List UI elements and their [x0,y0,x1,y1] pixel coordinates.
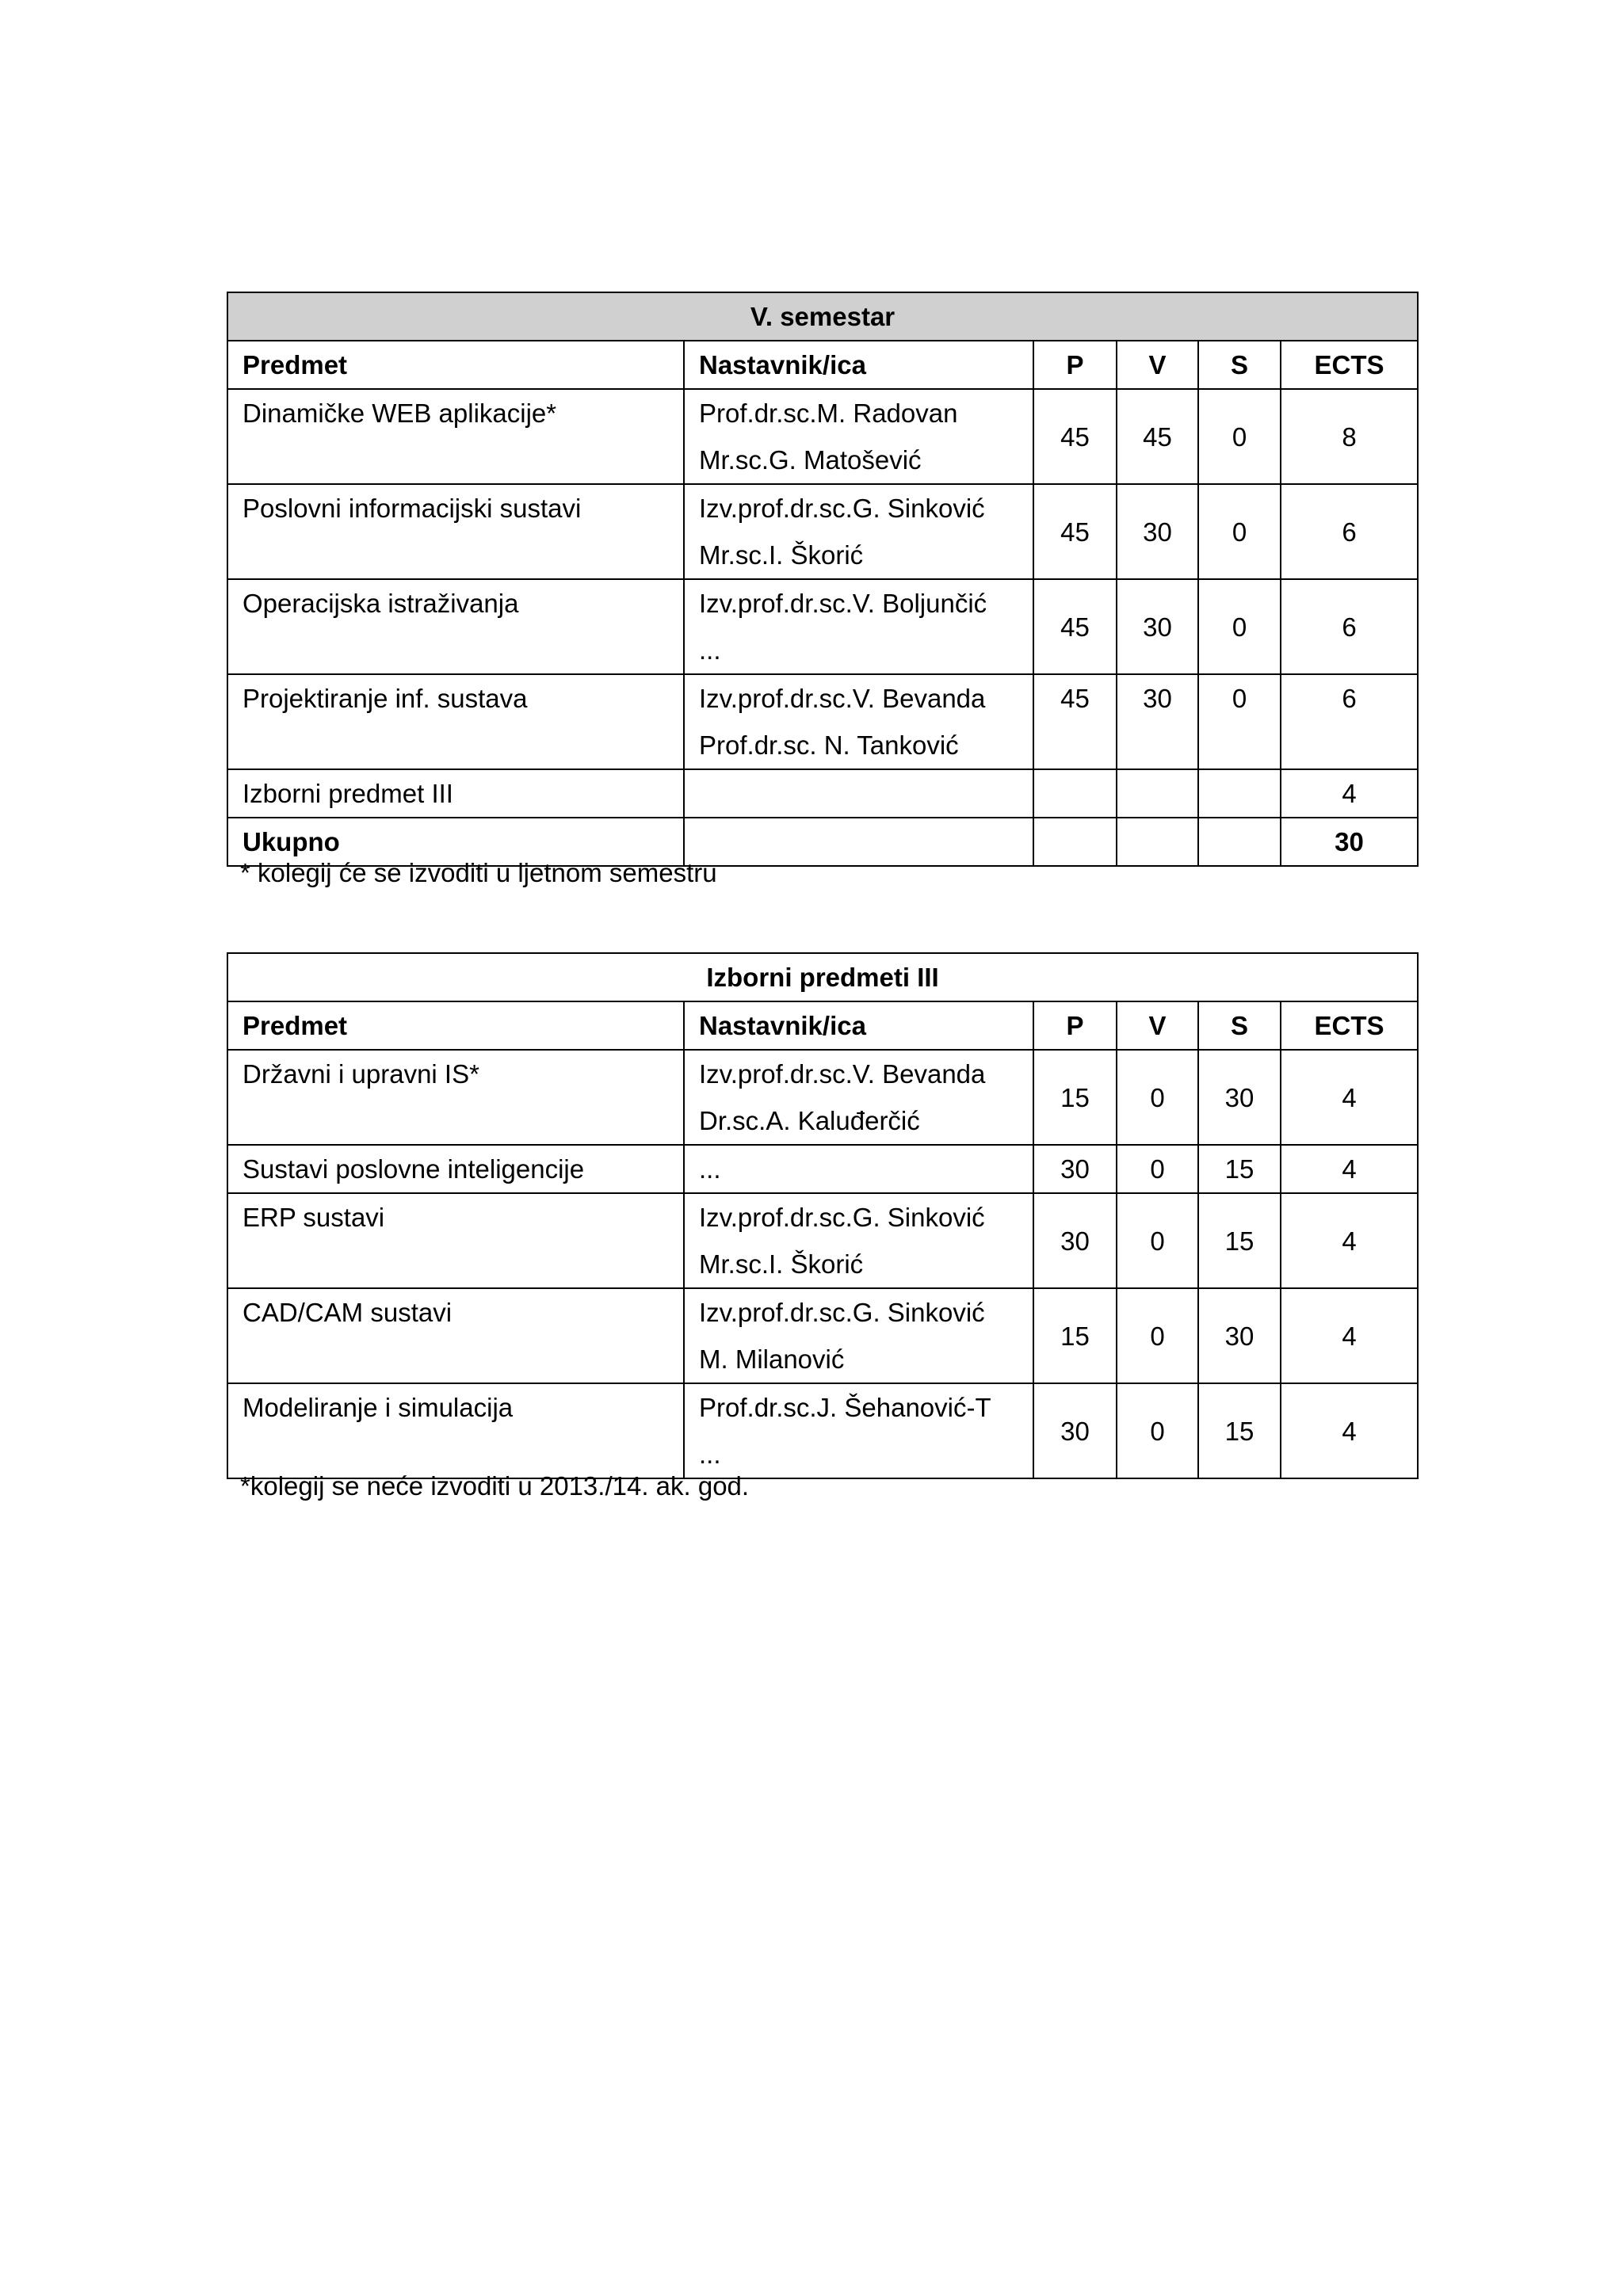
table-row [227,674,1418,769]
column-header-p: P [1033,1001,1117,1050]
teacher-name: Dr.sc.A. Kaluđerčić [699,1106,920,1135]
p-cell: 45 [1033,674,1117,769]
teacher-cell [684,818,1033,866]
teacher-name: Mr.sc.I. Škorić [699,540,864,570]
ects-cell: 4 [1281,1050,1418,1145]
subject-cell: Državni i upravni IS* [227,1050,684,1145]
subject-cell: Poslovni informacijski sustavi [227,484,684,579]
subject-cell: ERP sustavi [227,1193,684,1288]
teacher-name: Izv.prof.dr.sc.G. Sinković [699,1203,985,1232]
v-cell [1117,769,1198,818]
table-row [227,1145,1418,1193]
teacher-cell [684,1288,1033,1383]
column-header-ects: ECTS [1281,341,1418,389]
subject-cell: Modeliranje i simulacija [227,1383,684,1478]
table-title: Izborni predmeti III [227,953,1418,1001]
teacher-cell [684,389,1033,484]
ects-cell: 4 [1281,1145,1418,1193]
teacher-name: Prof.dr.sc. N. Tanković [699,730,959,760]
teacher-cell [684,769,1033,818]
teacher-name: M. Milanović [699,1344,845,1374]
s-cell [1198,769,1281,818]
v-cell: 0 [1117,1383,1198,1478]
subject-cell: Dinamičke WEB aplikacije* [227,389,684,484]
ects-cell: 6 [1281,674,1418,769]
teacher-name: Prof.dr.sc.M. Radovan [699,399,958,428]
column-header-v: V [1117,341,1198,389]
column-header-s: S [1198,341,1281,389]
v-cell: 30 [1117,674,1198,769]
teacher-cell: ... [684,1145,1033,1193]
s-cell: 0 [1198,389,1281,484]
teacher-name: Izv.prof.dr.sc.V. Bevanda [699,684,986,713]
subject-cell: Projektiranje inf. sustava [227,674,684,769]
p-cell: 45 [1033,484,1117,579]
p-cell: 45 [1033,579,1117,674]
column-header-teacher: Nastavnik/ica [684,341,1033,389]
ects-cell: 4 [1281,1193,1418,1288]
table-row [227,1193,1418,1288]
teacher-name: Izv.prof.dr.sc.V. Boljunčić [699,589,987,618]
table-row [227,389,1418,484]
s-cell: 0 [1198,674,1281,769]
ects-cell: 4 [1281,769,1418,818]
p-cell: 30 [1033,1383,1117,1478]
p-cell: 30 [1033,1193,1117,1288]
s-cell: 30 [1198,1050,1281,1145]
column-header-ects: ECTS [1281,1001,1418,1050]
teacher-cell [684,674,1033,769]
teacher-name: Prof.dr.sc.J. Šehanović-T [699,1393,991,1422]
v-cell: 0 [1117,1050,1198,1145]
v-cell: 30 [1117,484,1198,579]
p-cell: 15 [1033,1050,1117,1145]
p-cell: 15 [1033,1288,1117,1383]
v-cell: 45 [1117,389,1198,484]
footnote: *kolegij se neće izvoditi u 2013./14. ak. god. [240,1471,750,1501]
ects-cell: 4 [1281,1288,1418,1383]
subject-cell: Operacijska istraživanja [227,579,684,674]
total-ects-cell: 30 [1281,818,1418,866]
s-cell: 15 [1198,1145,1281,1193]
total-label: Ukupno [227,818,684,866]
elective-table [227,952,1419,1479]
v-cell: 0 [1117,1193,1198,1288]
table-row [227,484,1418,579]
teacher-cell [684,579,1033,674]
p-cell: 45 [1033,389,1117,484]
teacher-name: Izv.prof.dr.sc.G. Sinković [699,494,985,523]
p-cell [1033,818,1117,866]
ects-cell: 6 [1281,579,1418,674]
ects-cell: 8 [1281,389,1418,484]
table-row [227,769,1418,818]
teacher-cell [684,1383,1033,1478]
table-row [227,1288,1418,1383]
table-row [227,1383,1418,1478]
teacher-name: Izv.prof.dr.sc.V. Bevanda [699,1059,986,1089]
subject-cell: CAD/CAM sustavi [227,1288,684,1383]
teacher-name: ... [699,635,721,665]
column-header-teacher: Nastavnik/ica [684,1001,1033,1050]
s-cell: 15 [1198,1193,1281,1288]
v-cell: 0 [1117,1145,1198,1193]
column-header-subject: Predmet [227,1001,684,1050]
p-cell: 30 [1033,1145,1117,1193]
subject-cell: Sustavi poslovne inteligencije [227,1145,684,1193]
column-header-s: S [1198,1001,1281,1050]
teacher-name: ... [699,1440,721,1469]
s-cell: 30 [1198,1288,1281,1383]
teacher-cell [684,1050,1033,1145]
column-header-v: V [1117,1001,1198,1050]
semester-table [227,292,1419,867]
table-row [227,1050,1418,1145]
teacher-cell [684,1193,1033,1288]
v-cell: 30 [1117,579,1198,674]
table-row [227,579,1418,674]
teacher-name: Mr.sc.G. Matošević [699,445,922,475]
s-cell: 15 [1198,1383,1281,1478]
ects-cell: 4 [1281,1383,1418,1478]
table-title: V. semestar [227,292,1418,341]
teacher-name: Mr.sc.I. Škorić [699,1249,864,1279]
p-cell [1033,769,1117,818]
footnote: * kolegij će se izvoditi u ljetnom semestru [240,858,717,887]
s-cell: 0 [1198,484,1281,579]
column-header-subject: Predmet [227,341,684,389]
teacher-name: Izv.prof.dr.sc.G. Sinković [699,1298,985,1327]
s-cell [1198,818,1281,866]
v-cell: 0 [1117,1288,1198,1383]
subject-cell: Izborni predmet III [227,769,684,818]
ects-cell: 6 [1281,484,1418,579]
v-cell [1117,818,1198,866]
s-cell: 0 [1198,579,1281,674]
column-header-p: P [1033,341,1117,389]
teacher-cell [684,484,1033,579]
